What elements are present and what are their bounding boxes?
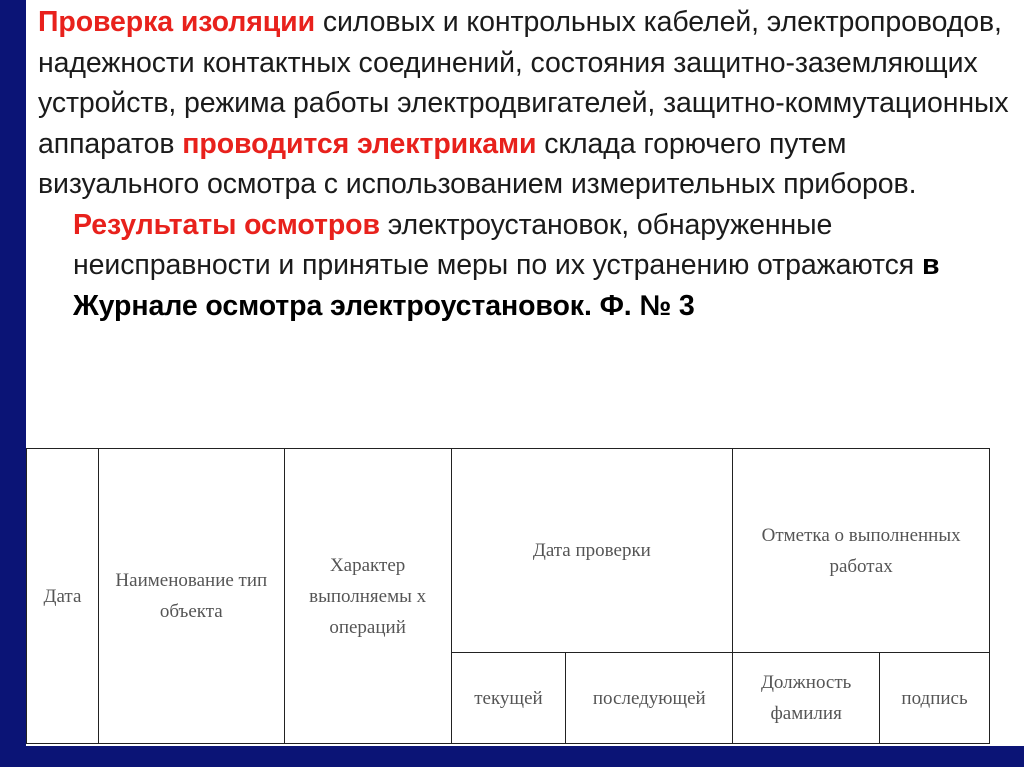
header-object-name: Наименование тип объекта	[98, 449, 284, 744]
inspection-emphasis: проводится электриками	[182, 127, 537, 160]
header-work-mark: Отметка о выполненных работах	[733, 449, 990, 653]
journal-reference: в Журнале осмотра электроустановок. Ф. № 3	[73, 249, 940, 322]
inspection-log-table	[26, 448, 990, 744]
inspection-text-1: силовых и контрольных кабелей, электропроводов, надежности контактных соединений, состояния защитно-заземляющих устройств, режима работы электродвигателей, защитно-коммутационных аппаратов	[38, 6, 1009, 160]
results-lead: Результаты осмотров	[73, 208, 380, 241]
header-operations: Характер выполняемы х операций	[284, 449, 451, 744]
results-text: электроустановок, обнаруженные неисправности и принятые меры по их устранению отражаются	[73, 208, 922, 281]
subheader-position-name: Должность фамилия	[733, 653, 880, 744]
inspection-text-2: склада горючего путем визуального осмотра с использованием измерительных приборов.	[38, 127, 917, 200]
slide	[26, 0, 1024, 767]
subheader-current: текущей	[451, 653, 566, 744]
slide-text	[38, 2, 1013, 326]
bottom-frame	[26, 746, 1024, 767]
header-date: Дата	[27, 449, 99, 744]
paragraph-inspection	[38, 2, 1013, 205]
subheader-signature: подпись	[880, 653, 990, 744]
subheader-next: последующей	[566, 653, 733, 744]
paragraph-results	[38, 205, 1013, 327]
inspection-lead: Проверка изоляции	[38, 6, 316, 38]
header-check-date: Дата проверки	[451, 449, 733, 653]
